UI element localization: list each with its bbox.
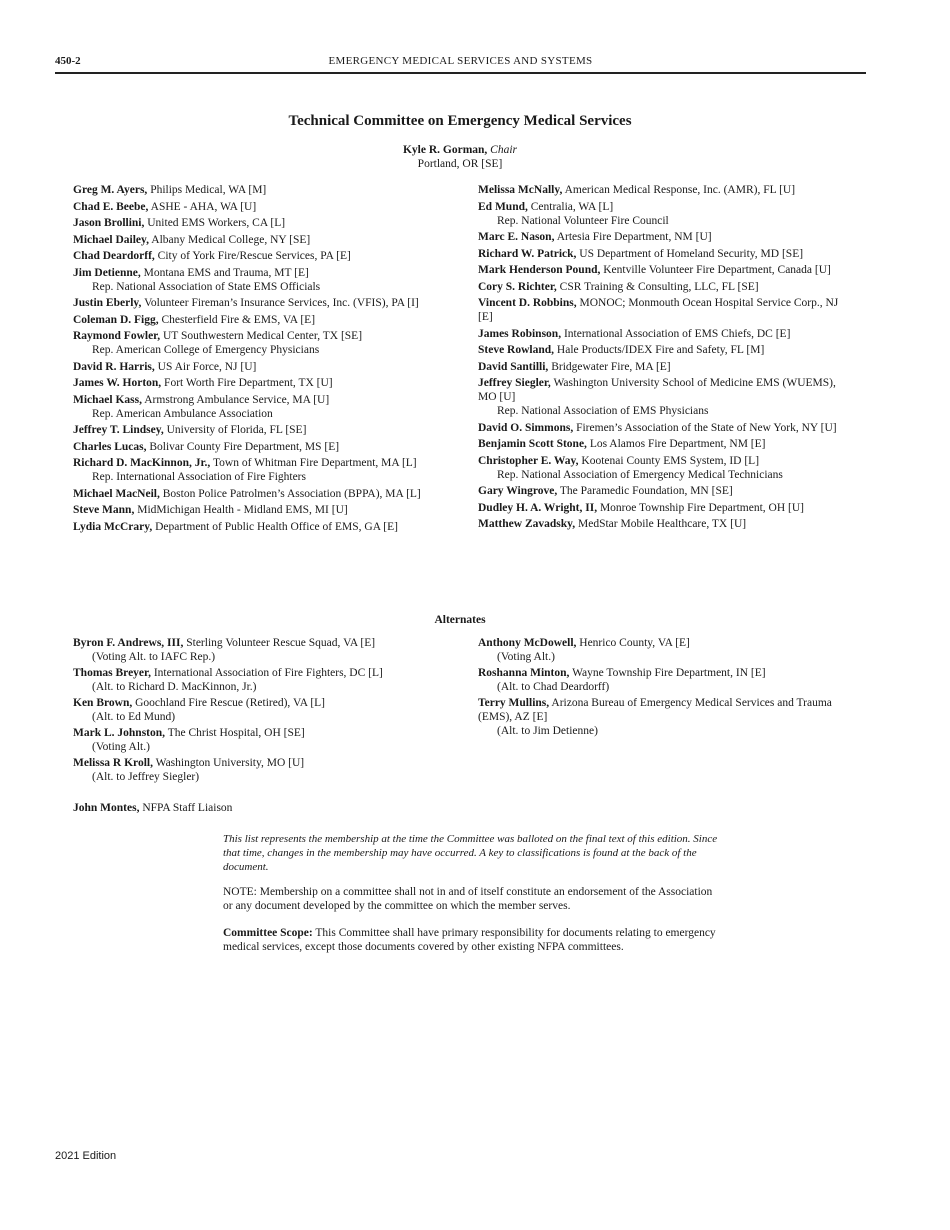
committee-member bbox=[73, 487, 443, 501]
member-affiliation: Henrico County, VA [E] bbox=[579, 637, 690, 649]
member-affiliation: UT Southwestern Medical Center, TX [SE] bbox=[162, 330, 363, 342]
member-affiliation: The Christ Hospital, OH [SE] bbox=[167, 727, 305, 739]
member-representation: Rep. National Volunteer Fire Council bbox=[497, 214, 669, 227]
committee-scope bbox=[223, 926, 723, 954]
member-representation: Rep. National Association of EMS Physicians bbox=[497, 405, 709, 417]
alternate-note: (Alt. to Richard D. MacKinnon, Jr.) bbox=[92, 681, 257, 693]
member-affiliation: Department of Public Health Office of EMS, GA [E] bbox=[155, 520, 398, 533]
committee-member bbox=[478, 263, 848, 277]
member-representation: Rep. National Association of Emergency Medical Technicians bbox=[497, 468, 783, 481]
committee-member bbox=[73, 183, 443, 197]
committee-title: Technical Committee on Emergency Medical Services bbox=[288, 113, 632, 129]
member-name: Mark L. Johnston, bbox=[73, 727, 166, 739]
member-affiliation: Armstrong Ambulance Service, MA [U] bbox=[144, 393, 330, 406]
members-list-left bbox=[73, 183, 443, 536]
member-name: Terry Mullins, bbox=[478, 697, 550, 709]
alternate-member bbox=[478, 696, 848, 738]
committee-chair bbox=[0, 143, 920, 171]
member-affiliation: Philips Medical, WA [M] bbox=[150, 184, 267, 196]
member-name: Melissa R Kroll, bbox=[73, 757, 153, 769]
committee-member bbox=[478, 343, 848, 357]
alternates-list-left bbox=[73, 636, 443, 786]
committee-member bbox=[73, 456, 443, 484]
member-name: Jim Detienne, bbox=[73, 266, 141, 279]
committee-member bbox=[478, 437, 848, 451]
member-name: Michael MacNeil, bbox=[73, 487, 160, 500]
member-name: Jason Brollini, bbox=[73, 217, 145, 229]
committee-member bbox=[478, 183, 848, 197]
member-affiliation: Firemen’s Association of the State of New York, NY [U] bbox=[576, 421, 837, 434]
member-affiliation: Albany Medical College, NY [SE] bbox=[151, 233, 311, 246]
committee-member bbox=[73, 360, 443, 374]
committee-member bbox=[478, 360, 848, 374]
member-affiliation: Los Alamos Fire Department, NM [E] bbox=[589, 438, 766, 450]
page-header bbox=[55, 55, 866, 74]
member-affiliation: Fort Worth Fire Department, TX [U] bbox=[164, 377, 333, 389]
committee-member bbox=[73, 520, 443, 534]
member-affiliation: International Association of EMS Chiefs, DC [E] bbox=[563, 327, 791, 340]
member-representation: Rep. American Ambulance Association bbox=[92, 407, 273, 420]
membership-note: NOTE: Membership on a committee shall not in and of itself constitute an endorsement of the Association or any document developed by the committee on which the member serves. bbox=[223, 886, 713, 912]
alternate-member bbox=[478, 666, 848, 694]
running-title: EMERGENCY MEDICAL SERVICES AND SYSTEMS bbox=[328, 55, 593, 67]
member-affiliation: Kootenai County EMS System, ID [L] bbox=[581, 454, 760, 467]
member-affiliation: Chesterfield Fire & EMS, VA [E] bbox=[161, 313, 316, 326]
member-name: Matthew Zavadsky, bbox=[478, 518, 576, 530]
alternate-note: (Alt. to Ed Mund) bbox=[92, 711, 176, 723]
scope-text: This Committee shall have primary responsibility for documents relating to emergency medical services, except those documents covered by other existing NFPA committees. bbox=[223, 927, 716, 953]
committee-member bbox=[478, 247, 848, 261]
committee-member bbox=[73, 313, 443, 327]
committee-member bbox=[73, 200, 443, 214]
member-name: Dudley H. A. Wright, II, bbox=[478, 501, 598, 514]
member-affiliation: MidMichigan Health - Midland EMS, MI [U] bbox=[137, 504, 348, 516]
member-name: Michael Kass, bbox=[73, 393, 142, 406]
member-name: Jeffrey T. Lindsey, bbox=[73, 424, 164, 436]
member-name: Vincent D. Robbins, bbox=[478, 297, 577, 309]
member-name: Charles Lucas, bbox=[73, 440, 147, 453]
alternate-note: (Alt. to Jim Detienne) bbox=[497, 725, 598, 737]
members-list-right bbox=[478, 183, 848, 534]
alternate-member bbox=[73, 696, 443, 724]
member-affiliation: ASHE - AHA, WA [U] bbox=[150, 200, 257, 213]
member-affiliation: The Paramedic Foundation, MN [SE] bbox=[559, 485, 733, 497]
member-representation: Rep. American College of Emergency Physicians bbox=[92, 344, 320, 356]
member-name: Richard D. MacKinnon, Jr., bbox=[73, 457, 211, 469]
alternates-heading: Alternates bbox=[434, 614, 486, 626]
member-affiliation: City of York Fire/Rescue Services, PA [E] bbox=[157, 250, 351, 262]
member-name: Greg M. Ayers, bbox=[73, 184, 148, 196]
member-name: Raymond Fowler, bbox=[73, 330, 161, 342]
chair-location: Portland, OR [SE] bbox=[417, 158, 503, 170]
committee-member bbox=[73, 329, 443, 357]
liaison-role: NFPA Staff Liaison bbox=[142, 802, 233, 814]
member-name: James W. Horton, bbox=[73, 377, 162, 389]
alternate-member bbox=[73, 666, 443, 694]
member-affiliation: Artesia Fire Department, NM [U] bbox=[556, 231, 712, 243]
member-name: Anthony McDowell, bbox=[478, 637, 577, 649]
alternate-member bbox=[73, 636, 443, 664]
chair-name: Kyle R. Gorman, bbox=[402, 144, 488, 156]
member-affiliation: Goochland Fire Rescue (Retired), VA [L] bbox=[135, 697, 326, 709]
member-name: Ken Brown, bbox=[73, 697, 133, 709]
alternate-member bbox=[73, 726, 443, 754]
committee-member bbox=[478, 517, 848, 531]
member-affiliation: Volunteer Fireman’s Insurance Services, Inc. (VFIS), PA [I] bbox=[144, 297, 419, 309]
member-affiliation: US Air Force, NJ [U] bbox=[157, 360, 257, 373]
member-name: Lydia McCrary, bbox=[73, 520, 153, 533]
committee-member bbox=[73, 216, 443, 230]
committee-member bbox=[478, 376, 848, 418]
committee-member bbox=[73, 440, 443, 454]
member-affiliation: MedStar Mobile Healthcare, TX [U] bbox=[578, 518, 747, 530]
member-name: Coleman D. Figg, bbox=[73, 313, 159, 326]
alternate-note: (Voting Alt. to IAFC Rep.) bbox=[92, 651, 216, 663]
committee-member bbox=[73, 376, 443, 390]
committee-member bbox=[478, 280, 848, 294]
scope-label: Committee Scope: bbox=[223, 927, 313, 939]
member-affiliation: Washington University, MO [U] bbox=[155, 757, 305, 769]
committee-member bbox=[478, 230, 848, 244]
committee-member bbox=[478, 421, 848, 435]
member-affiliation: Boston Police Patrolmen’s Association (BPPA), MA [L] bbox=[162, 487, 421, 500]
chair-role: Chair bbox=[490, 144, 518, 156]
member-name: Cory S. Richter, bbox=[478, 280, 557, 293]
member-name: Benjamin Scott Stone, bbox=[478, 438, 587, 450]
member-name: Richard W. Patrick, bbox=[478, 247, 577, 260]
member-affiliation: Washington University School of Medicine EMS (WUEMS), MO [U] bbox=[478, 377, 836, 403]
committee-member bbox=[73, 296, 443, 310]
member-affiliation: Town of Whitman Fire Department, MA [L] bbox=[212, 457, 417, 469]
member-representation: Rep. International Association of Fire Fighters bbox=[92, 471, 306, 483]
member-name: Mark Henderson Pound, bbox=[478, 264, 601, 276]
page-number: 450-2 bbox=[55, 55, 81, 67]
member-name: James Robinson, bbox=[478, 327, 562, 340]
alternate-note: (Voting Alt.) bbox=[497, 651, 555, 663]
member-representation: Rep. National Association of State EMS Officials bbox=[92, 280, 321, 293]
member-affiliation: American Medical Response, Inc. (AMR), FL [U] bbox=[564, 184, 796, 196]
committee-member bbox=[478, 296, 848, 324]
member-affiliation: Hale Products/IDEX Fire and Safety, FL [M] bbox=[556, 344, 765, 356]
member-affiliation: University of Florida, FL [SE] bbox=[166, 424, 307, 436]
committee-member bbox=[478, 200, 848, 228]
member-affiliation: Monroe Township Fire Department, OH [U] bbox=[599, 501, 804, 514]
member-name: Chad Deardorff, bbox=[73, 250, 155, 262]
member-affiliation: Sterling Volunteer Rescue Squad, VA [E] bbox=[186, 637, 376, 649]
liaison-name: John Montes, bbox=[73, 802, 140, 814]
member-name: Melissa McNally, bbox=[478, 184, 563, 196]
member-name: David O. Simmons, bbox=[478, 421, 574, 434]
member-affiliation: CSR Training & Consulting, LLC, FL [SE] bbox=[559, 280, 759, 293]
alternate-note: (Voting Alt.) bbox=[92, 741, 150, 753]
member-affiliation: United EMS Workers, CA [L] bbox=[147, 217, 286, 229]
member-affiliation: Centralia, WA [L] bbox=[530, 200, 614, 213]
member-affiliation: Montana EMS and Trauma, MT [E] bbox=[143, 266, 309, 279]
member-name: David R. Harris, bbox=[73, 360, 155, 373]
alternate-note: (Alt. to Chad Deardorff) bbox=[497, 681, 610, 693]
staff-liaison bbox=[73, 802, 232, 814]
member-affiliation: International Association of Fire Fighters, DC [L] bbox=[153, 667, 383, 679]
member-affiliation: US Department of Homeland Security, MD [SE] bbox=[579, 247, 804, 260]
member-name: Ed Mund, bbox=[478, 200, 528, 213]
member-affiliation: Kentville Volunteer Fire Department, Canada [U] bbox=[603, 264, 831, 276]
committee-member bbox=[73, 503, 443, 517]
edition-footer: 2021 Edition bbox=[55, 1150, 117, 1162]
member-name: Steve Mann, bbox=[73, 504, 135, 516]
alternate-member bbox=[73, 756, 443, 784]
member-affiliation: Bolivar County Fire Department, MS [E] bbox=[149, 440, 340, 453]
committee-member bbox=[73, 266, 443, 294]
member-name: Steve Rowland, bbox=[478, 344, 555, 356]
alternates-list-right bbox=[478, 636, 848, 740]
member-name: Roshanna Minton, bbox=[478, 667, 570, 679]
committee-member bbox=[478, 501, 848, 515]
committee-member bbox=[73, 233, 443, 247]
member-affiliation: Wayne Township Fire Department, IN [E] bbox=[572, 667, 766, 679]
committee-member bbox=[478, 454, 848, 482]
committee-member bbox=[73, 423, 443, 437]
member-name: Gary Wingrove, bbox=[478, 485, 558, 497]
committee-member bbox=[73, 393, 443, 421]
membership-disclaimer: This list represents the membership at the time the Committee was balloted on the final text of this edition. Since that time, changes in the membership may have occurred. A key to classifications is found at the back of the document. bbox=[223, 833, 718, 873]
member-name: Justin Eberly, bbox=[73, 297, 142, 309]
member-name: David Santilli, bbox=[478, 360, 549, 373]
member-affiliation: MONOC; Monmouth Ocean Hospital Service Corp., NJ [E] bbox=[478, 297, 839, 323]
member-affiliation: Arizona Bureau of Emergency Medical Services and Trauma (EMS), AZ [E] bbox=[478, 697, 832, 723]
member-name: Michael Dailey, bbox=[73, 233, 150, 246]
member-name: Marc E. Nason, bbox=[478, 231, 555, 243]
committee-member bbox=[478, 327, 848, 341]
member-affiliation: Bridgewater Fire, MA [E] bbox=[551, 360, 671, 373]
alternate-member bbox=[478, 636, 848, 664]
member-name: Thomas Breyer, bbox=[73, 667, 151, 679]
member-name: Byron F. Andrews, III, bbox=[73, 637, 184, 649]
alternate-note: (Alt. to Jeffrey Siegler) bbox=[92, 771, 200, 783]
member-name: Chad E. Beebe, bbox=[73, 200, 149, 213]
member-name: Christopher E. Way, bbox=[478, 454, 579, 467]
committee-member bbox=[478, 484, 848, 498]
committee-member bbox=[73, 249, 443, 263]
member-name: Jeffrey Siegler, bbox=[478, 377, 551, 389]
